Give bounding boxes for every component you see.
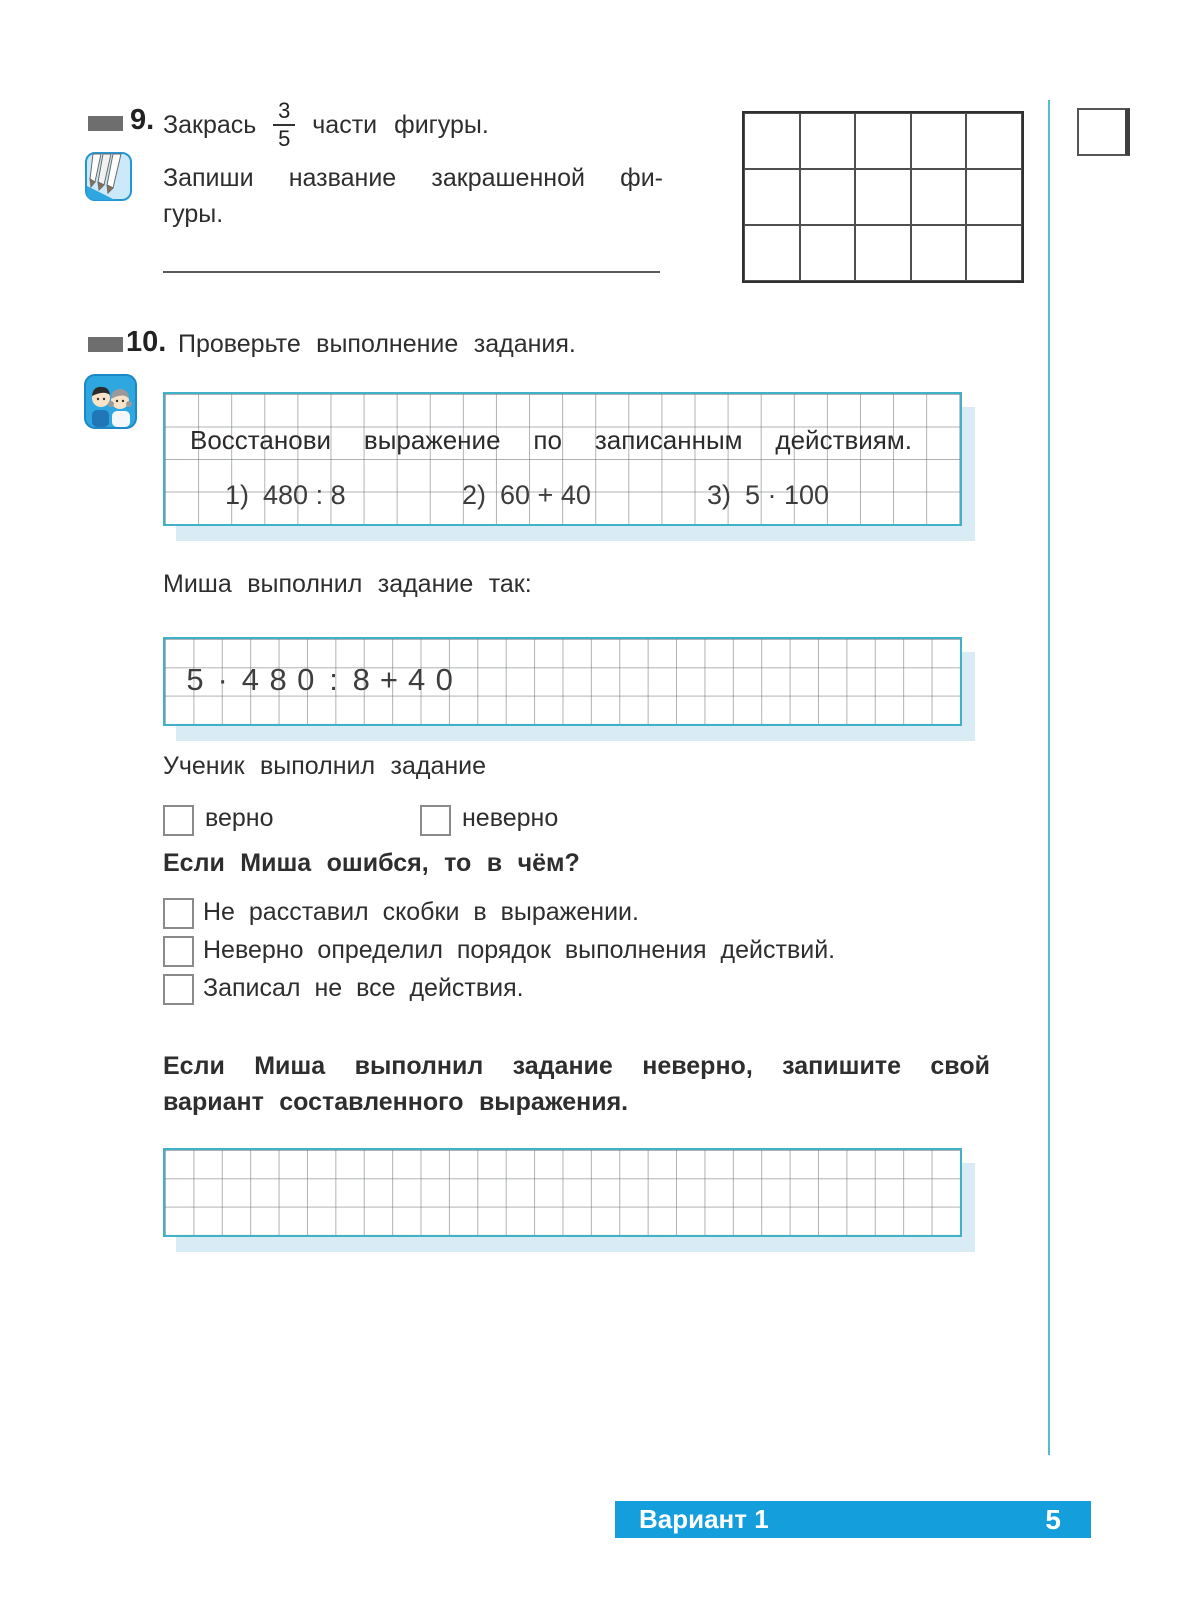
box-heading: Восстанови выражение по записанным действиям. — [190, 425, 912, 455]
item1-label: 1) — [225, 480, 250, 510]
figure-cell[interactable] — [911, 225, 967, 281]
question-line: Если Миша ошибся, то в чём? — [163, 849, 580, 877]
task9-answer-line[interactable] — [163, 230, 660, 273]
misha-answer-char: 0 — [297, 662, 315, 697]
item2-expr: 60 + 40 — [500, 480, 591, 510]
figure-cell[interactable] — [966, 113, 1022, 169]
figure-cell[interactable] — [744, 169, 800, 225]
figure-cell[interactable] — [855, 225, 911, 281]
misha-answer-char: + — [379, 662, 398, 697]
children-icon — [84, 374, 137, 429]
final-line-1: Если Миша выполнил задание неверно, запишите свой — [163, 1052, 990, 1080]
figure-cell[interactable] — [966, 169, 1022, 225]
box-item-3 — [707, 480, 829, 511]
task9-number: 9. — [130, 104, 155, 136]
verdict-checkbox-correct[interactable] — [163, 805, 194, 836]
misha-answer-char: : — [329, 662, 338, 697]
box-item-1 — [225, 480, 346, 511]
figure-cell[interactable] — [966, 225, 1022, 281]
error-label-1: Не расставил скобки в выражении. — [203, 898, 639, 926]
misha-answer-char: 5 — [186, 662, 204, 697]
figure-cell[interactable] — [800, 113, 856, 169]
error-checkbox-2[interactable] — [163, 936, 194, 967]
misha-answer-char: 0 — [435, 662, 453, 697]
pencils-icon — [85, 152, 132, 201]
figure-cell[interactable] — [855, 113, 911, 169]
figure-cell[interactable] — [744, 225, 800, 281]
item3-expr: 5 · 100 — [745, 480, 830, 510]
task9-word-post1: части — [312, 111, 378, 139]
footer-bar — [615, 1501, 1091, 1538]
error-label-2: Неверно определил порядок выполнения действий. — [203, 936, 836, 964]
misha-answer-char: · — [217, 662, 228, 697]
figure-cell[interactable] — [800, 225, 856, 281]
item3-label: 3) — [707, 480, 732, 510]
page-number: 5 — [1045, 1504, 1061, 1535]
item1-expr: 480 : 8 — [263, 480, 346, 510]
task9-sentence2-line2: гуры. — [163, 200, 224, 228]
figure-cell[interactable] — [911, 113, 967, 169]
task9-sentence1 — [163, 100, 668, 150]
task9-grid[interactable] — [742, 111, 1024, 283]
error-checkbox-1[interactable] — [163, 898, 194, 929]
figure-cell[interactable] — [911, 169, 967, 225]
margin-rule-line — [1048, 100, 1050, 1455]
item2-label: 2) — [462, 480, 487, 510]
task10-dash-marker — [88, 337, 123, 352]
misha-answer-char: 8 — [352, 662, 370, 697]
misha-answer-box — [163, 637, 962, 726]
fraction-three-fifths — [273, 100, 295, 150]
variant-label: Вариант 1 — [639, 1504, 769, 1534]
student-line: Ученик выполнил задание — [163, 752, 487, 780]
task-card-box — [163, 392, 962, 526]
task9-dash-marker — [88, 116, 123, 131]
error-label-3: Записал не все действия. — [203, 974, 524, 1002]
score-box[interactable] — [1077, 108, 1130, 156]
figure-cell[interactable] — [800, 169, 856, 225]
misha-answer-char: 4 — [241, 662, 260, 697]
fraction-denominator: 5 — [278, 126, 291, 151]
verdict-checkbox-incorrect[interactable] — [420, 805, 451, 836]
figure-cell[interactable] — [855, 169, 911, 225]
task9-word-post2: фигуры. — [394, 111, 489, 139]
verdict-label-incorrect: неверно — [462, 804, 559, 832]
figure-cell[interactable] — [744, 113, 800, 169]
error-checkbox-3[interactable] — [163, 974, 194, 1005]
task9-word-pre: Закрась — [163, 111, 257, 139]
verdict-label-correct: верно — [205, 804, 274, 832]
student-answer-box[interactable] — [163, 1148, 962, 1237]
fraction-numerator: 3 — [278, 98, 291, 123]
box-item-2 — [462, 480, 591, 511]
misha-answer-row — [165, 639, 960, 724]
task10-title: Проверьте выполнение задания. — [178, 330, 576, 358]
task9-sentence2-line1: Запиши название закрашенной фи- — [163, 164, 663, 192]
misha-answer-char: 8 — [269, 662, 287, 697]
misha-line: Миша выполнил задание так: — [163, 570, 532, 598]
misha-answer-char: 4 — [407, 662, 426, 697]
task10-number: 10. — [126, 326, 167, 358]
final-line-2: вариант составленного выражения. — [163, 1088, 629, 1116]
